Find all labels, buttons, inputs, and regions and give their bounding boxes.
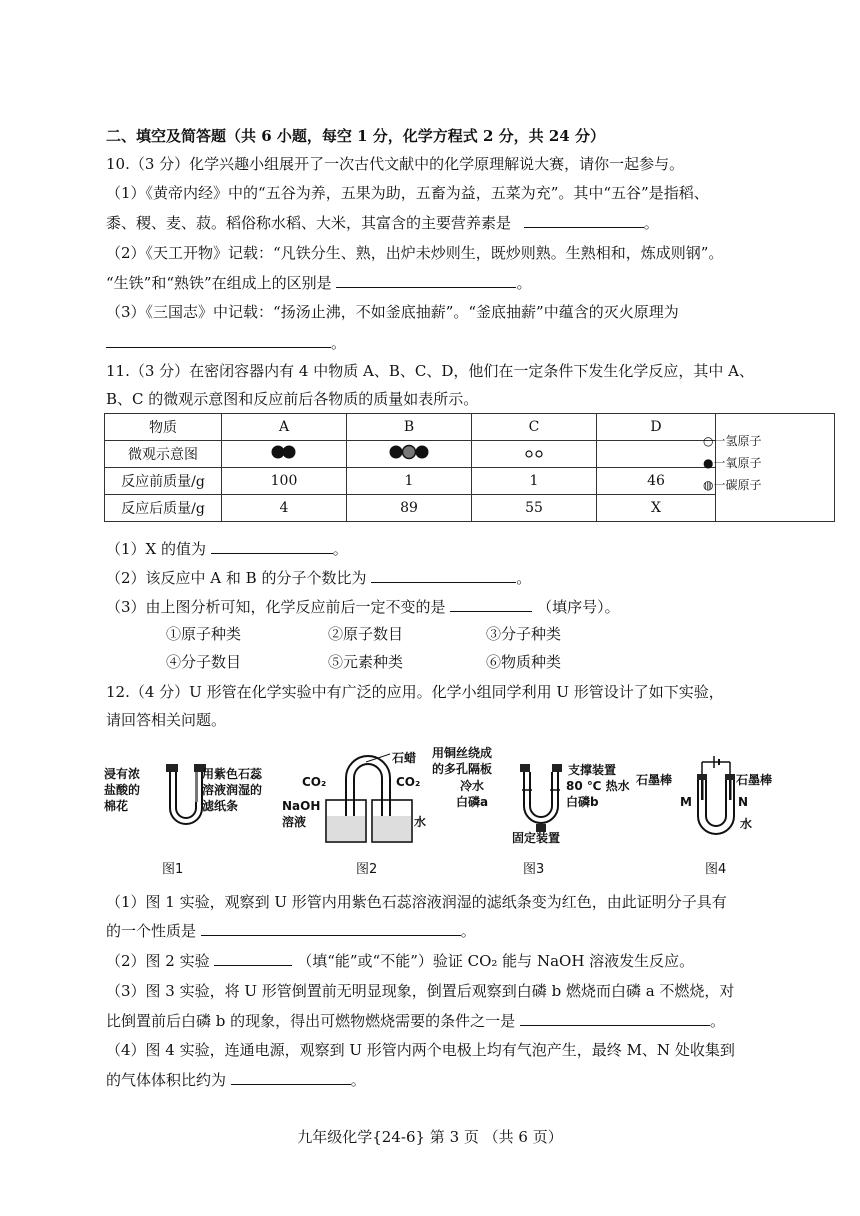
- q10-p1-line1: （1）《黄帝内经》中的“五谷为养，五果为助，五畜为益，五菜为充”。其中“五谷”是指稻、: [106, 184, 709, 202]
- q10-p2-line2: [106, 272, 531, 293]
- table-cell: 1: [347, 468, 472, 495]
- fig2-paraffin-label: 石蜡: [392, 751, 417, 765]
- q11-p1-blank[interactable]: [211, 538, 333, 554]
- fig2-naoh-label: NaOH 溶液: [282, 799, 321, 829]
- table-header-cell: C: [472, 414, 597, 441]
- q10-p1-line2: [106, 212, 659, 233]
- fig2-caption: 图2: [356, 862, 378, 877]
- table-cell: 46: [597, 468, 716, 495]
- page-footer: 九年级化学{24-6} 第 3 页 （共 6 页）: [297, 1128, 563, 1146]
- atom-legend: [703, 430, 761, 496]
- q12-p3-line2: [106, 1010, 725, 1031]
- q12-p4-end: 。: [350, 1071, 366, 1089]
- q11-p3: [106, 596, 620, 617]
- table-header-cell: D: [597, 414, 716, 441]
- q10-p3-end: 。: [331, 334, 347, 352]
- q12-p2-text-b: （填“能”或“不能”）验证 CO₂ 能与 NaOH 溶液发生反应。: [297, 952, 695, 970]
- fig2-water-label: 水: [414, 815, 427, 829]
- q10-p1-blank[interactable]: [524, 212, 644, 228]
- q10-p1-text: 黍、稷、麦、菽。稻俗称水稻、大米，其富含的主要营养素是: [106, 214, 512, 232]
- fig4-n-label: N: [738, 795, 749, 809]
- table-cell: 1: [472, 468, 597, 495]
- table-cell: [597, 441, 716, 468]
- option-3: ③分子种类: [486, 625, 562, 643]
- option-4: ④分子数目: [166, 653, 242, 671]
- option-5: ⑤元素种类: [328, 653, 404, 671]
- q12-p4-line2: [106, 1069, 366, 1090]
- table-cell: 100: [222, 468, 347, 495]
- molecule-b-icon: [347, 441, 472, 468]
- fig4-water-label: 水: [740, 817, 753, 831]
- option-1: ①原子种类: [166, 625, 242, 643]
- table-cell: 反应后质量/g: [105, 495, 222, 522]
- table-cell: 微观示意图: [105, 441, 222, 468]
- q11-p3-end: （填序号）。: [537, 598, 620, 616]
- q12-p1-text: 的一个性质是: [106, 922, 197, 940]
- q11-p2-text: （2）该反应中 A 和 B 的分子个数比为: [106, 569, 367, 587]
- fig3-pb-label: 白磷b: [566, 795, 599, 809]
- q12-p1-end: 。: [460, 922, 476, 940]
- q12-p1-line1: （1）图 1 实验，观察到 U 形管内用紫色石蕊溶液润湿的滤纸条变为红色，由此证明分子具有: [106, 893, 727, 911]
- fig3-support-label: 支撑装置: [568, 763, 617, 777]
- fig4-caption: 图4: [705, 862, 727, 877]
- legend-oxygen: ●一氧原子: [703, 456, 762, 470]
- fig2-co2-right-label: CO₂: [396, 775, 421, 789]
- q11-p3-blank[interactable]: [450, 596, 532, 612]
- molecule-a-icon: [222, 441, 347, 468]
- q12-p3-end: 。: [709, 1012, 725, 1030]
- fig1-right-label: 用紫色石蕊 溶液润湿的 滤纸条: [202, 767, 263, 813]
- q12-p3-text: 比倒置前后白磷 b 的现象，得出可燃物燃烧需要的条件之一是: [106, 1012, 516, 1030]
- fig4-m-label: M: [680, 795, 692, 809]
- table-cell: X: [597, 495, 716, 522]
- legend-carbon: ◍一碳原子: [703, 478, 762, 492]
- q10-p3-line1: （3）《三国志》中记载：“扬汤止沸，不如釜底抽薪”。“釜底抽薪”中蕴含的灭火原理为: [106, 303, 679, 321]
- q10-p2-end: 。: [516, 274, 532, 292]
- q10-p2-line1: （2）《天工开物》记载：“凡铁分生、熟，出炉未炒则生，既炒则熟。生熟相和，炼成则钢”。: [106, 244, 724, 262]
- fig3-caption: 图3: [523, 862, 545, 877]
- table-cell: 反应前质量/g: [105, 468, 222, 495]
- section-title: 二、填空及简答题（共 6 小题，每空 1 分，化学方程式 2 分，共 24 分）: [106, 127, 605, 145]
- option-2: ②原子数目: [328, 625, 404, 643]
- table-cell: 89: [347, 495, 472, 522]
- q12-stem-line1: 12.（4 分）U 形管在化学实验中有广泛的应用。化学小组同学利用 U 形管设计了如下实验，: [106, 683, 724, 701]
- fig1-caption: 图1: [162, 862, 184, 877]
- table-header-cell: A: [222, 414, 347, 441]
- fig3-hot-label: 80 ℃ 热水: [566, 779, 630, 793]
- q12-p4-blank[interactable]: [231, 1069, 351, 1085]
- q12-stem-line2: 请回答相关问题。: [106, 711, 227, 729]
- q10-stem: 10.（3 分）化学兴趣小组展开了一次古代文献中的化学原理解说大赛，请你一起参与。: [106, 155, 685, 173]
- q11-stem-line2: B、C 的微观示意图和反应前后各物质的质量如表所示。: [106, 390, 479, 408]
- option-6: ⑥物质种类: [486, 653, 562, 671]
- q12-p2-text-a: （2）图 2 实验: [106, 952, 210, 970]
- q11-p1-text: （1）X 的值为: [106, 540, 206, 558]
- q11-p2-blank[interactable]: [371, 567, 516, 583]
- q11-p2-end: 。: [516, 569, 532, 587]
- legend-hydrogen: ○一氢原子: [703, 434, 762, 448]
- q12-p4-text: 的气体体积比约为: [106, 1071, 227, 1089]
- fig3-copper-label: 用铜丝绕成 的多孔隔板: [432, 746, 493, 776]
- q10-p3-line2: [106, 332, 346, 353]
- fig2-co2-left-label: CO₂: [302, 775, 327, 789]
- q12-p3-blank[interactable]: [520, 1010, 710, 1026]
- q11-p3-text: （3）由上图分析可知，化学反应前后一定不变的是: [106, 598, 446, 616]
- q11-p1-end: 。: [332, 540, 348, 558]
- q12-p2: [106, 950, 694, 971]
- q12-p1-line2: [106, 920, 476, 941]
- q12-p1-blank[interactable]: [201, 920, 461, 936]
- fig4-left-label: 石墨棒: [636, 773, 673, 787]
- q12-p2-blank[interactable]: [214, 950, 292, 966]
- q10-p2-blank[interactable]: [336, 272, 516, 288]
- molecule-c-icon: [472, 441, 597, 468]
- fig3-pa-label: 白磷a: [456, 795, 489, 809]
- q11-stem-line1: 11.（3 分）在密闭容器内有 4 中物质 A、B、C、D，他们在一定条件下发生化学反应，其中 A、: [106, 362, 754, 380]
- table-header-cell: B: [347, 414, 472, 441]
- q10-p3-blank[interactable]: [106, 332, 331, 348]
- table-header-cell: 物质: [105, 414, 222, 441]
- q11-p1: [106, 538, 348, 559]
- table-cell: 4: [222, 495, 347, 522]
- q12-p4-line1: （4）图 4 实验，连通电源，观察到 U 形管内两个电极上均有气泡产生，最终 M、N 处收集到: [106, 1041, 735, 1059]
- fig4-right-label: 石墨棒: [736, 773, 773, 787]
- q10-p1-end: 。: [643, 214, 659, 232]
- table-cell: 55: [472, 495, 597, 522]
- q11-p2: [106, 567, 531, 588]
- fig3-cold-label: 冷水: [460, 779, 485, 793]
- fig3-fixed-label: 固定装置: [512, 831, 561, 845]
- fig1-left-label: 浸有浓 盐酸的 棉花: [104, 767, 141, 813]
- q12-p3-line1: （3）图 3 实验，将 U 形管倒置前无明显现象，倒置后观察到白磷 b 燃烧而白磷 a 不燃烧，对: [106, 982, 735, 1000]
- q10-p2-text: “生铁”和“熟铁”在组成上的区别是: [106, 274, 332, 292]
